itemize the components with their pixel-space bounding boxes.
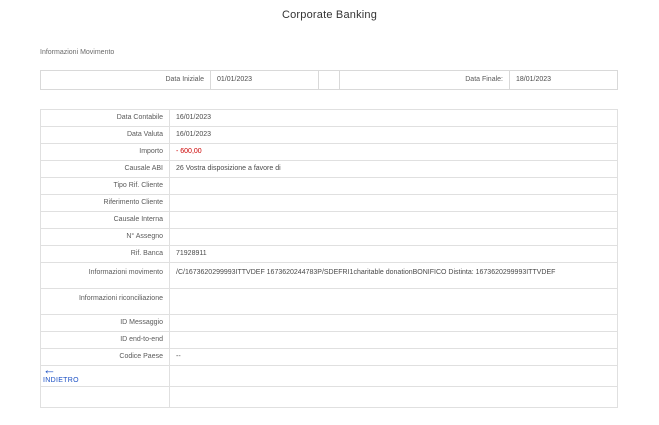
section-label: Informazioni Movimento	[40, 49, 115, 56]
row-value	[169, 195, 617, 211]
row-label: Riferimento Cliente	[103, 199, 163, 206]
table-row	[41, 332, 617, 349]
row-value	[169, 178, 617, 194]
row-label-empty	[41, 387, 169, 407]
page-title: Corporate Banking	[281, 9, 378, 21]
row-value	[169, 212, 617, 228]
date-end-group	[340, 71, 617, 89]
table-row	[41, 246, 617, 263]
table-row	[41, 229, 617, 246]
row-value: 71928911	[169, 246, 617, 262]
table-row	[41, 349, 617, 366]
arrow-left-icon: ←	[43, 362, 56, 377]
row-value	[169, 229, 617, 245]
row-value: 16/01/2023	[169, 127, 617, 143]
row-label: Causale Interna	[113, 216, 163, 223]
row-label: Rif. Banca	[130, 250, 163, 257]
date-start-group	[41, 71, 318, 89]
row-value: --	[169, 349, 617, 365]
row-value	[169, 315, 617, 331]
table-row	[41, 263, 617, 289]
row-label: Codice Paese	[119, 353, 163, 360]
table-row	[41, 127, 617, 144]
row-label: Data Valuta	[126, 131, 163, 138]
row-label: Tipo Rif. Cliente	[113, 182, 163, 189]
table-row	[41, 110, 617, 127]
table-row-footer	[41, 387, 617, 408]
row-value-amount: - 600,00	[169, 144, 617, 160]
row-label: Data Contabile	[116, 114, 163, 121]
table-row	[41, 178, 617, 195]
date-end-label: Data Finale:	[465, 76, 503, 83]
date-end-input[interactable]: 18/01/2023	[509, 71, 617, 89]
table-row	[41, 212, 617, 229]
row-label: ID Messaggio	[120, 319, 163, 326]
table-row	[41, 195, 617, 212]
table-row	[41, 161, 617, 178]
back-button[interactable]	[43, 364, 79, 385]
table-row	[41, 289, 617, 315]
back-button-label: INDIETRO	[43, 377, 79, 384]
table-row	[41, 315, 617, 332]
row-label: Causale ABI	[124, 165, 163, 172]
transaction-details-table	[40, 109, 618, 408]
row-label: N° Assegno	[126, 233, 163, 240]
row-label: Informazioni movimento	[88, 269, 163, 276]
date-start-input[interactable]: 01/01/2023	[210, 71, 318, 89]
row-value	[169, 332, 617, 348]
row-value-empty	[169, 387, 617, 407]
row-value: 16/01/2023	[169, 110, 617, 126]
date-bar-spacer	[318, 71, 340, 89]
row-label: Informazioni riconciliazione	[78, 295, 163, 302]
row-label: Importo	[139, 148, 163, 155]
date-filter-bar	[40, 70, 618, 90]
row-value: 26 Vostra disposizione a favore di	[169, 161, 617, 177]
date-start-label: Data Iniziale	[165, 76, 204, 83]
row-value: /C/1673620299993ITTVDEF 1673620244783P/SDEFRI1charitable donationBONIFICO Distinta: 1673620299993ITTVDEF	[169, 263, 617, 288]
row-value	[169, 289, 617, 314]
footer-area	[40, 362, 618, 388]
row-label: ID end-to-end	[120, 336, 163, 343]
table-row	[41, 144, 617, 161]
